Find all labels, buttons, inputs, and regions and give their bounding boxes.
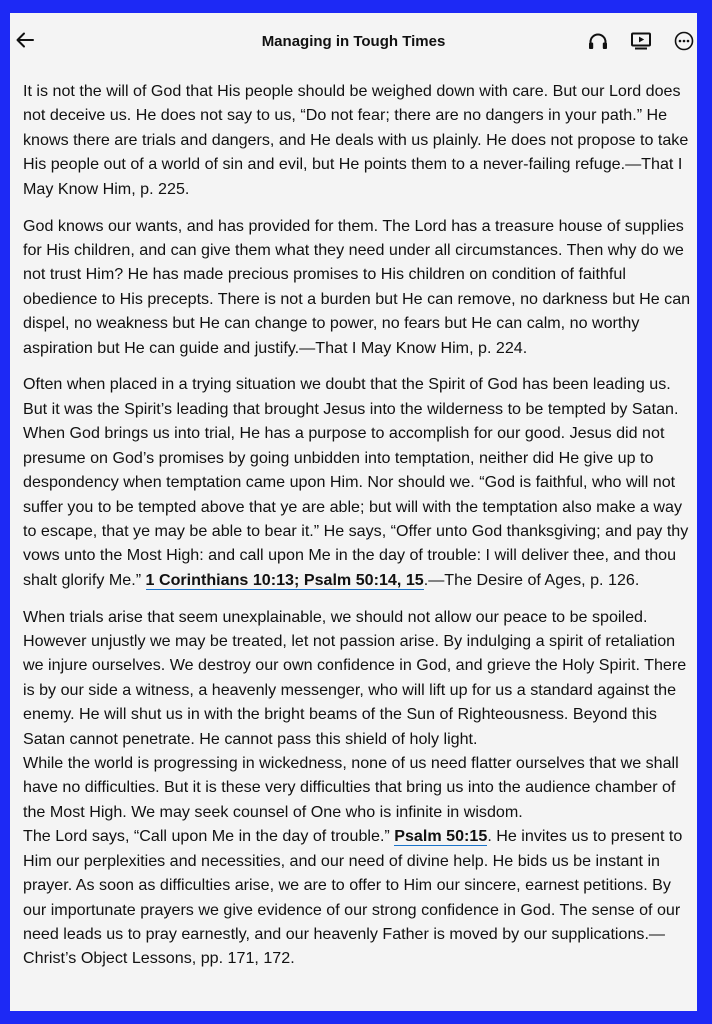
- scripture-reference-link[interactable]: Psalm 50:15: [394, 827, 488, 846]
- reader-screen: [10, 13, 697, 1011]
- paragraph: [23, 372, 693, 592]
- top-bar: [10, 13, 697, 69]
- audio-button[interactable]: [586, 29, 610, 53]
- paragraph-text: Often when placed in a trying situation we doubt that the Spirit of God has been leading us. But it was the Spirit’s leading that brought Jesus into the wilderness to be tempted by Satan. When God brings us into trial, He has a purpose to accomplish for our good. Jesus did not presume on God’s promises by going unbidden into temptation, neither did He give up to despondency when temptation came upon Him. Nor should we. “God is faithful, who will not suffer you to be tempted above that ye are able; but will with the temptation also make a way to escape, that ye may be able to bear it.” He says, “Offer unto God thanksgiving; and pay thy vows unto the Most High: and call upon Me in the day of trouble: I will deliver thee, and thou shalt glorify Me.”: [23, 375, 689, 589]
- paragraph: It is not the will of God that His people should be weighed down with care. But our Lord does not deceive us. He does not say to us, “Do not fear; there are no dangers in your path.” He knows there are trials and dangers, and He deals with us plainly. He does not propose to take His people out of a world of sin and evil, but He points them to a never-failing refuge.—That I May Know Him, p. 225.: [23, 82, 689, 198]
- page-title: Managing in Tough Times: [261, 33, 446, 50]
- more-options-button[interactable]: [672, 29, 696, 53]
- paragraph: [23, 824, 693, 970]
- paragraph-text: The Lord says, “Call upon Me in the day of trouble.”: [23, 827, 395, 846]
- play-video-icon: [630, 32, 652, 50]
- more-horizontal-icon: [674, 31, 694, 51]
- scripture-reference-link[interactable]: 1 Corinthians 10:13; Psalm 50:14, 15: [145, 570, 424, 589]
- reading-content: [23, 79, 693, 971]
- paragraph: God knows our wants, and has provided for them. The Lord has a treasure house of supplies for His children, and can give them what they need under all circumstances. Then why do we not trust Him? He has made precious promises to His children on condition of faithful obedience to His precepts. There is not a burden but He can remove, no darkness but He can dispel, no weakness but He can change to power, no fears but He can calm, no worthy aspiration but He can guide and justify.—That I May Know Him, p. 224.: [23, 216, 691, 357]
- paragraph-text: . He invites us to present to Him our perplexities and necessities, and our need of divine help. He bids us be instant in prayer. As soon as difficulties arise, we are to offer to Him our sincere, earnest petitions. By our importunate prayers we give evidence of our strong confidence in God. The sense of our need leads us to pray earnestly, and our heavenly Father is moved by our supplications.—Christ’s Object Lessons, pp. 171, 172.: [23, 827, 683, 968]
- video-button[interactable]: [629, 29, 653, 53]
- paragraph: When trials arise that seem unexplainable, we should not allow our peace to be spoiled. However unjustly we may be treated, let not passion arise. By indulging a spirit of retaliation we injure ourselves. We destroy our own confidence in God, and grieve the Holy Spirit. There is by our side a witness, a heavenly messenger, who will lift up for us a standard against the enemy. He will shut us in with the bright beams of the Sun of Righteousness. Beyond this Satan cannot penetrate. He cannot pass this shield of holy light.: [23, 607, 687, 748]
- paragraph-text: .—The Desire of Ages, p. 126.: [423, 570, 640, 589]
- headphones-icon: [588, 32, 608, 50]
- paragraph: While the world is progressing in wickedness, none of us need flatter ourselves that we shall have no difficulties. But it is these very difficulties that bring us into the audience chamber of the Most High. We may seek counsel of One who is infinite in wisdom.: [23, 754, 679, 821]
